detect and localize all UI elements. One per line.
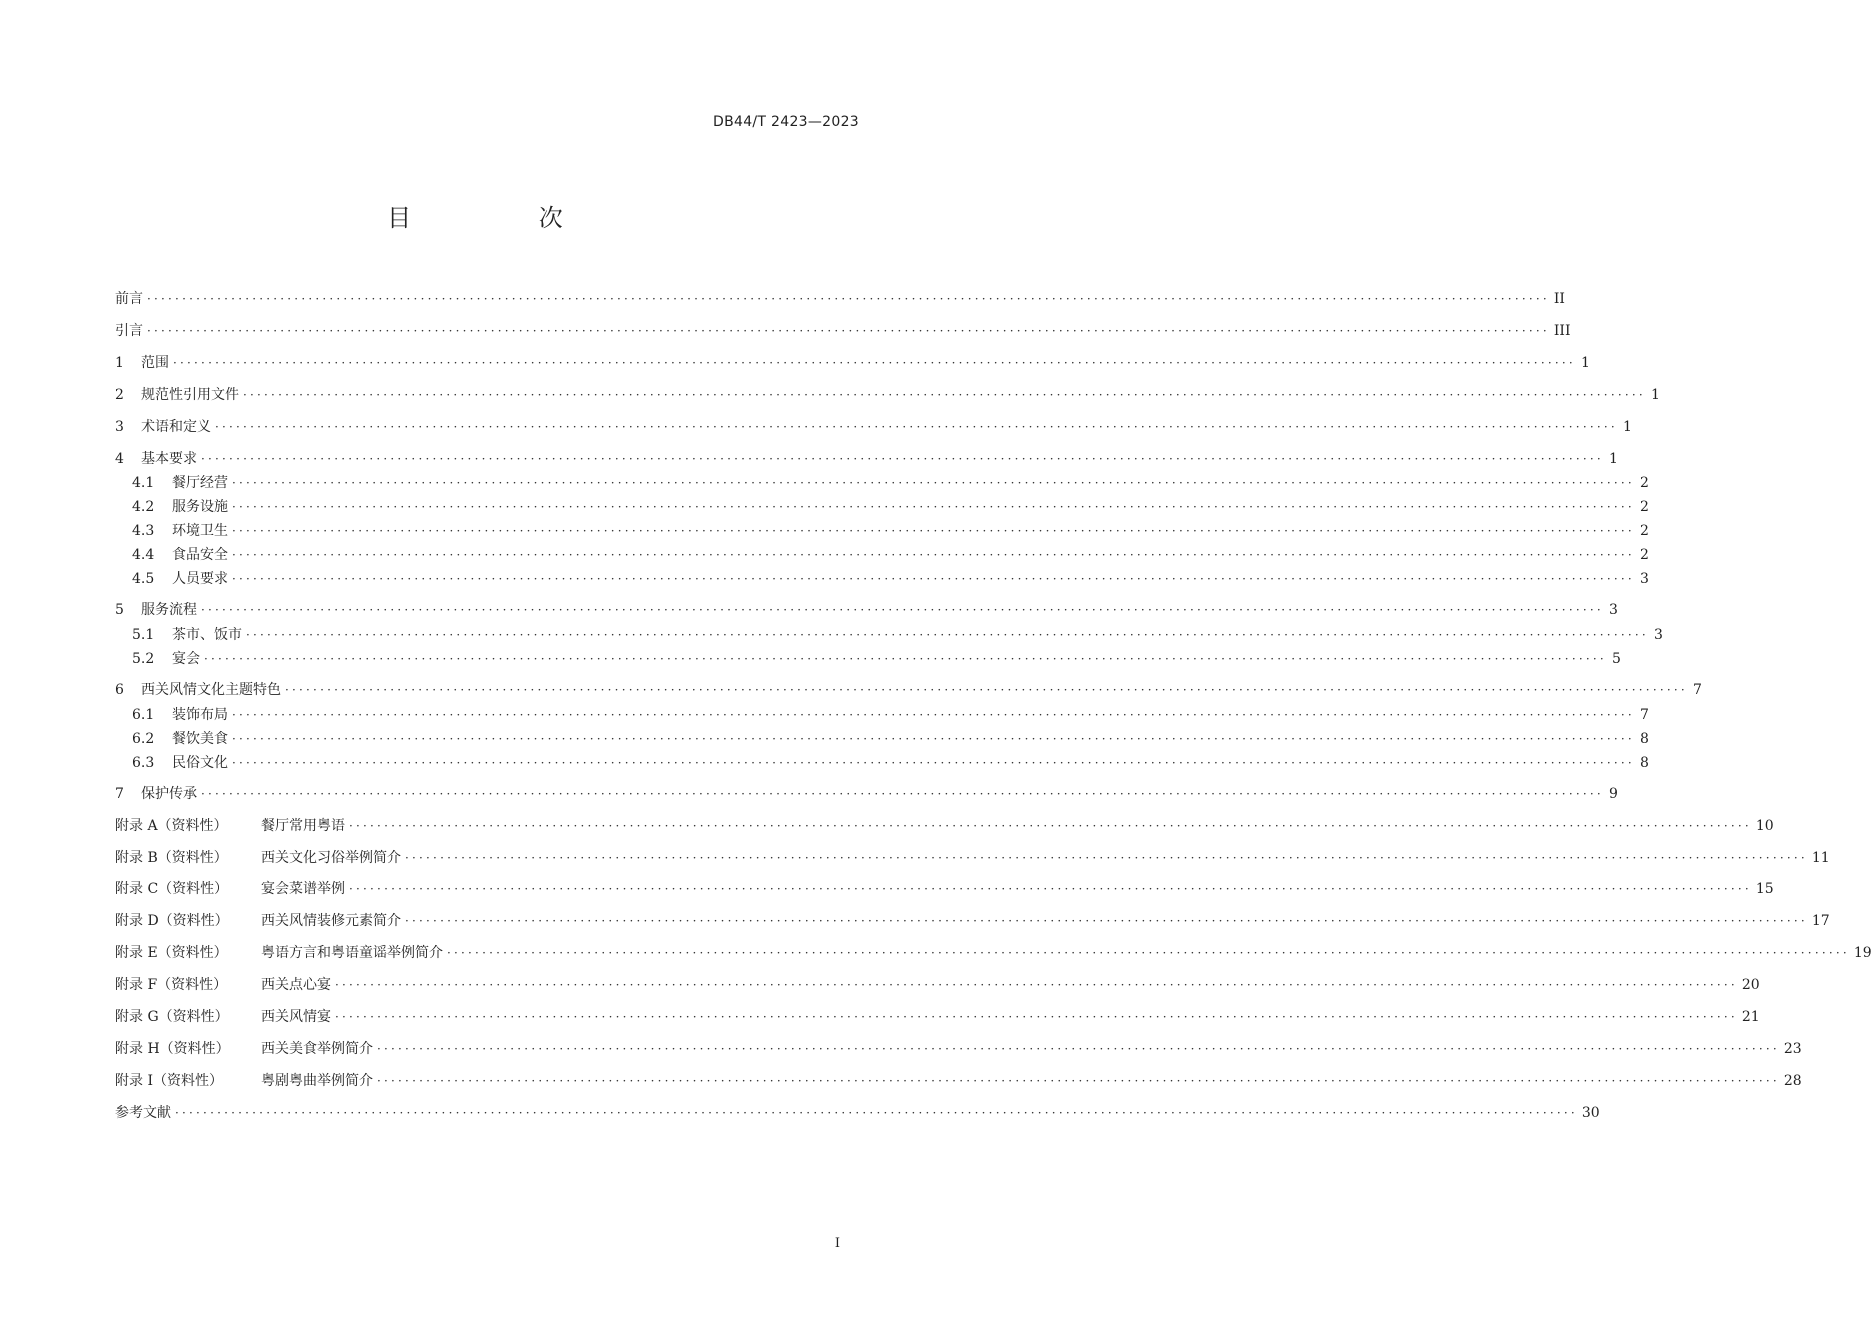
toc-dot-leader: ········································································································································································································ [232,732,1635,746]
toc-entry-page: 9 [1608,786,1618,802]
toc-entry-number: 5 [115,602,124,618]
toc-dot-leader: ········································································································································································································ [232,548,1635,562]
toc-entry-number: 附录 C（资料性） [115,881,229,897]
toc-entry-number: 6 [115,682,124,698]
toc-dot-leader: ········································································································································································································ [246,628,1649,642]
toc-entry[interactable] [115,599,1618,621]
toc-entry-label: 西关文化习俗举例简介 [261,850,401,866]
toc-entry-page: 5 [1611,651,1621,667]
toc-entry[interactable] [132,568,1649,590]
toc-entry-number: 附录 I（资料性） [115,1073,223,1089]
toc-entry-number: 附录 B（资料性） [115,850,228,866]
toc-entry-label: 装饰布局 [172,707,228,723]
toc-entry-number: 4.3 [132,523,155,539]
toc-entry[interactable] [132,648,1621,670]
toc-entry-label: 宴会 [172,651,200,667]
toc-entry-number: 附录 D（资料性） [115,913,229,929]
toc-dot-leader: ········································································································································································································ [201,603,1604,617]
toc-entry-label: 粤剧粤曲举例简介 [261,1073,373,1089]
toc-entry-label: 西关点心宴 [261,977,331,993]
toc-entry-page: 28 [1783,1073,1802,1089]
toc-entry[interactable] [115,847,1830,869]
toc-entry-page: 20 [1741,977,1760,993]
toc-dot-leader: ········································································································································································································ [405,914,1808,928]
toc-entry[interactable] [132,704,1649,726]
toc-dot-leader: ········································································································································································································ [285,683,1688,697]
toc-dot-leader: ········································································································································································································ [243,388,1646,402]
toc-entry-label: 环境卫生 [172,523,228,539]
toc-entry-number: 附录 H（资料性） [115,1041,230,1057]
toc-dot-leader: ········································································································································································································ [201,787,1604,801]
toc-entry-page: 23 [1783,1041,1802,1057]
toc-dot-leader: ········································································································································································································ [377,1042,1780,1056]
toc-entry-label: 民俗文化 [172,755,228,771]
toc-dot-leader: ········································································································································································································ [335,1010,1738,1024]
toc-entry-number: 1 [115,355,124,371]
toc-entry-number: 附录 A（资料性） [115,818,228,834]
toc-entry-label: 服务设施 [172,499,228,515]
toc-entry-number: 6.1 [132,707,155,723]
toc-entry-page: 10 [1755,818,1774,834]
toc-entry[interactable] [132,752,1649,774]
toc-entry[interactable] [115,416,1632,438]
toc-dot-leader: ········································································································································································································ [232,476,1635,490]
toc-entry-page: 8 [1639,731,1649,747]
toc-entry-number: 4.4 [132,547,155,563]
toc-dot-leader: ········································································································································································································ [147,324,1550,338]
toc-entry-number: 6.3 [132,755,155,771]
toc-dot-leader: ········································································································································································································ [232,572,1635,586]
toc-entry-page: III [1553,323,1571,339]
toc-entry-label: 食品安全 [172,547,228,563]
toc-entry-page: 1 [1608,451,1618,467]
toc-entry-page: 21 [1741,1009,1760,1025]
toc-entry-page: 3 [1639,571,1649,587]
toc-entry-label: 西关风情宴 [261,1009,331,1025]
toc-entry-label: 参考文献 [115,1105,171,1121]
toc-entry-page: 30 [1581,1105,1600,1121]
toc-entry[interactable] [115,974,1760,996]
toc-dot-leader: ········································································································································································································ [405,851,1808,865]
toc-entry-page: 2 [1639,523,1649,539]
toc-entry-label: 餐厅常用粤语 [261,818,345,834]
toc-entry[interactable] [132,472,1649,494]
toc-entry-number: 5.1 [132,627,155,643]
toc-entry-page: 3 [1608,602,1618,618]
toc-entry-label: 西关风情装修元素简介 [261,913,401,929]
toc-dot-leader: ········································································································································································································ [377,1074,1780,1088]
toc-entry[interactable] [115,1006,1760,1028]
toc-entry-page: 8 [1639,755,1649,771]
toc-entry[interactable] [115,942,1872,964]
toc-entry-label: 引言 [115,323,143,339]
toc-entry-number: 附录 E（资料性） [115,945,228,961]
toc-entry-page: II [1553,291,1565,307]
toc-entry-label: 基本要求 [141,451,197,467]
toc-entry-number: 4.2 [132,499,155,515]
toc-dot-leader: ········································································································································································································ [173,356,1576,370]
toc-entry-label: 保护传承 [141,786,197,802]
toc-entry-label: 西关美食举例简介 [261,1041,373,1057]
toc-entry-page: 1 [1622,419,1632,435]
toc-entry[interactable] [115,679,1702,701]
toc-entry-number: 4.5 [132,571,155,587]
toc-entry-number: 3 [115,419,124,435]
toc-entry-label: 范围 [141,355,169,371]
toc-entry[interactable] [115,288,1565,310]
toc-dot-leader: ········································································································································································································ [232,756,1635,770]
toc-entry-page: 11 [1811,850,1830,866]
toc-entry[interactable] [115,1038,1802,1060]
toc-entry-label: 人员要求 [172,571,228,587]
toc-entry-number: 4.1 [132,475,155,491]
toc-entry-label: 餐厅经营 [172,475,228,491]
toc-entry[interactable] [115,352,1590,374]
toc-entry-label: 术语和定义 [141,419,211,435]
toc-entry-label: 宴会菜谱举例 [261,881,345,897]
toc-entry-label: 西关风情文化主题特色 [141,682,281,698]
toc-entry-page: 2 [1639,547,1649,563]
toc-entry-label: 规范性引用文件 [141,387,239,403]
toc-dot-leader: ········································································································································································································ [349,882,1752,896]
toc-entry-page: 2 [1639,475,1649,491]
toc-entry-page: 1 [1580,355,1590,371]
toc-entry-number: 4 [115,451,124,467]
toc-dot-leader: ········································································································································································································ [175,1106,1578,1120]
toc-entry[interactable] [132,544,1649,566]
page-title: 目 次 [387,204,623,232]
toc-dot-leader: ········································································································································································································ [447,946,1850,960]
toc-entry[interactable] [132,624,1663,646]
toc-entry[interactable] [115,815,1774,837]
toc-entry-page: 7 [1692,682,1702,698]
toc-dot-leader: ········································································································································································································ [232,708,1635,722]
toc-entry-label: 服务流程 [141,602,197,618]
page-number: I [834,1236,840,1251]
toc-entry-number: 附录 G（资料性） [115,1009,229,1025]
toc-entry-number: 5.2 [132,651,155,667]
toc-entry[interactable] [115,1070,1802,1092]
toc-dot-leader: ········································································································································································································ [204,652,1607,666]
toc-dot-leader: ········································································································································································································ [335,978,1738,992]
toc-entry-label: 餐饮美食 [172,731,228,747]
toc-entry-page: 15 [1755,881,1774,897]
toc-dot-leader: ········································································································································································································ [349,819,1752,833]
toc-entry-number: 2 [115,387,124,403]
toc-dot-leader: ········································································································································································································ [232,500,1635,514]
toc-entry[interactable] [115,320,1571,342]
toc-dot-leader: ········································································································································································································ [147,292,1550,306]
toc-entry[interactable] [115,1102,1600,1124]
toc-entry-page: 3 [1653,627,1663,643]
toc-entry-label: 粤语方言和粤语童谣举例简介 [261,945,443,961]
toc-dot-leader: ········································································································································································································ [201,452,1604,466]
toc-entry-number: 7 [115,786,124,802]
toc-entry-number: 附录 F（资料性） [115,977,228,993]
toc-entry-label: 前言 [115,291,143,307]
toc-entry[interactable] [115,878,1774,900]
toc-dot-leader: ········································································································································································································ [215,420,1618,434]
toc-entry[interactable] [115,910,1830,932]
toc-entry[interactable] [132,728,1649,750]
toc-entry[interactable] [115,448,1618,470]
toc-entry-number: 6.2 [132,731,155,747]
toc-entry-label: 茶市、饭市 [172,627,242,643]
standard-code: DB44/T 2423—2023 [713,114,859,130]
toc-entry[interactable] [115,783,1618,805]
toc-entry[interactable] [115,384,1660,406]
toc-entry-page: 17 [1811,913,1830,929]
toc-entry-page: 2 [1639,499,1649,515]
toc-entry[interactable] [132,520,1649,542]
toc-entry-page: 7 [1639,707,1649,723]
toc-entry[interactable] [132,496,1649,518]
toc-entry-page: 19 [1853,945,1872,961]
toc-entry-page: 1 [1650,387,1660,403]
toc-dot-leader: ········································································································································································································ [232,524,1635,538]
